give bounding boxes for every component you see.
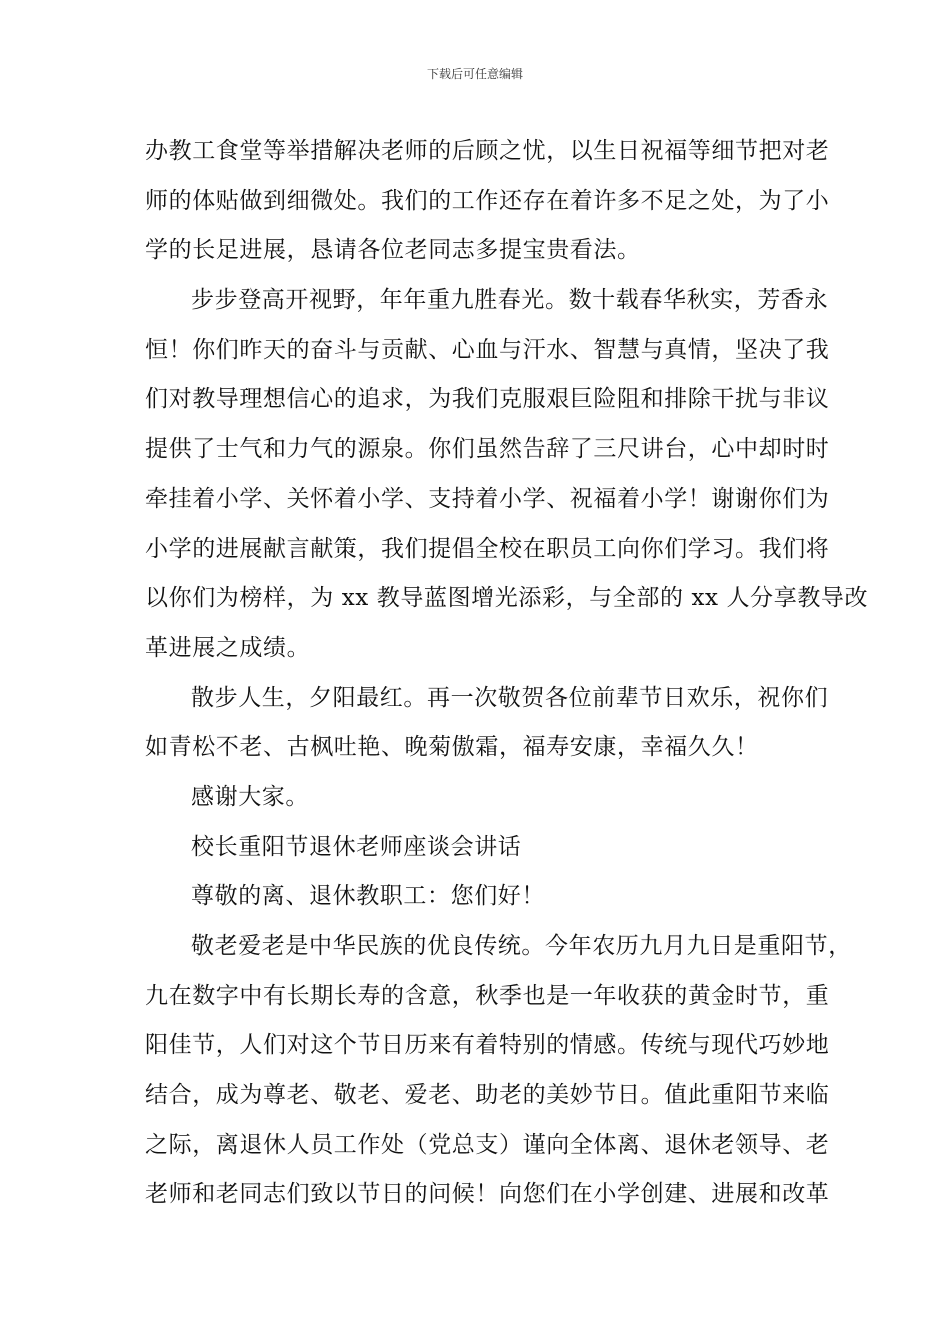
text-line: 感谢大家。 (191, 783, 309, 810)
text-line: 步步登高开视野，年年重九胜春光。数十载春华秋实，芳香永 (191, 287, 829, 314)
text-line: 小学的进展献言献策，我们提倡全校在职员工向你们学习。我们将 (145, 535, 830, 562)
text-line: 散步人生，夕阳最红。再一次敬贺各位前辈节日欢乐，祝你们 (191, 684, 829, 711)
text-line: 九在数字中有长期长寿的含意，秋季也是一年收获的黄金时节，重 (145, 982, 830, 1009)
text-line: 提供了士气和力气的源泉。你们虽然告辞了三尺讲台，心中却时时 (145, 436, 830, 463)
text-line: 结合，成为尊老、敬老、爱老、助老的美妙节日。值此重阳节来临 (145, 1082, 830, 1109)
text-line: 老师和老同志们致以节日的问候！向您们在小学创建、进展和改革 (145, 1181, 830, 1208)
text-line: 们对教导理想信心的追求，为我们克服艰巨险阻和排除干扰与非议 (145, 386, 830, 413)
text-line: 阳佳节，人们对这个节日历来有着特别的情感。传统与现代巧妙地 (145, 1032, 830, 1059)
document-body (145, 127, 869, 1220)
text-line: 学的长足进展，恳请各位老同志多提宝贵看法。 (145, 237, 641, 264)
text-line: 以你们为榜样，为 xx 教导蓝图增光添彩，与全部的 xx 人分享教导改 (145, 585, 869, 612)
text-line: 敬老爱老是中华民族的优良传统。今年农历九月九日是重阳节， (191, 933, 852, 959)
page-header-note: 下载后可任意编辑 (426, 67, 523, 81)
text-line: 之际，离退休人员工作处（党总支）谨向全体离、退休老领导、老 (145, 1131, 830, 1158)
text-line: 如青松不老、古枫吐艳、晚菊傲霜，福寿安康，幸福久久！ (145, 734, 759, 761)
text-line: 办教工食堂等举措解决老师的后顾之忧，以生日祝福等细节把对老 (145, 138, 830, 164)
section-title: 校长重阳节退休老师座谈会讲话 (191, 833, 522, 860)
text-line: 恒！你们昨天的奋斗与贡献、心血与汗水、智慧与真情，坚决了我 (145, 336, 830, 363)
salutation: 尊敬的离、退休教职工：您们好！ (191, 883, 545, 910)
text-line: 革进展之成绩。 (145, 634, 311, 661)
text-line: 牵挂着小学、关怀着小学、支持着小学、祝福着小学！谢谢你们为 (145, 485, 830, 512)
text-line: 师的体贴做到细微处。我们的工作还存在着许多不足之处，为了小 (145, 187, 830, 214)
